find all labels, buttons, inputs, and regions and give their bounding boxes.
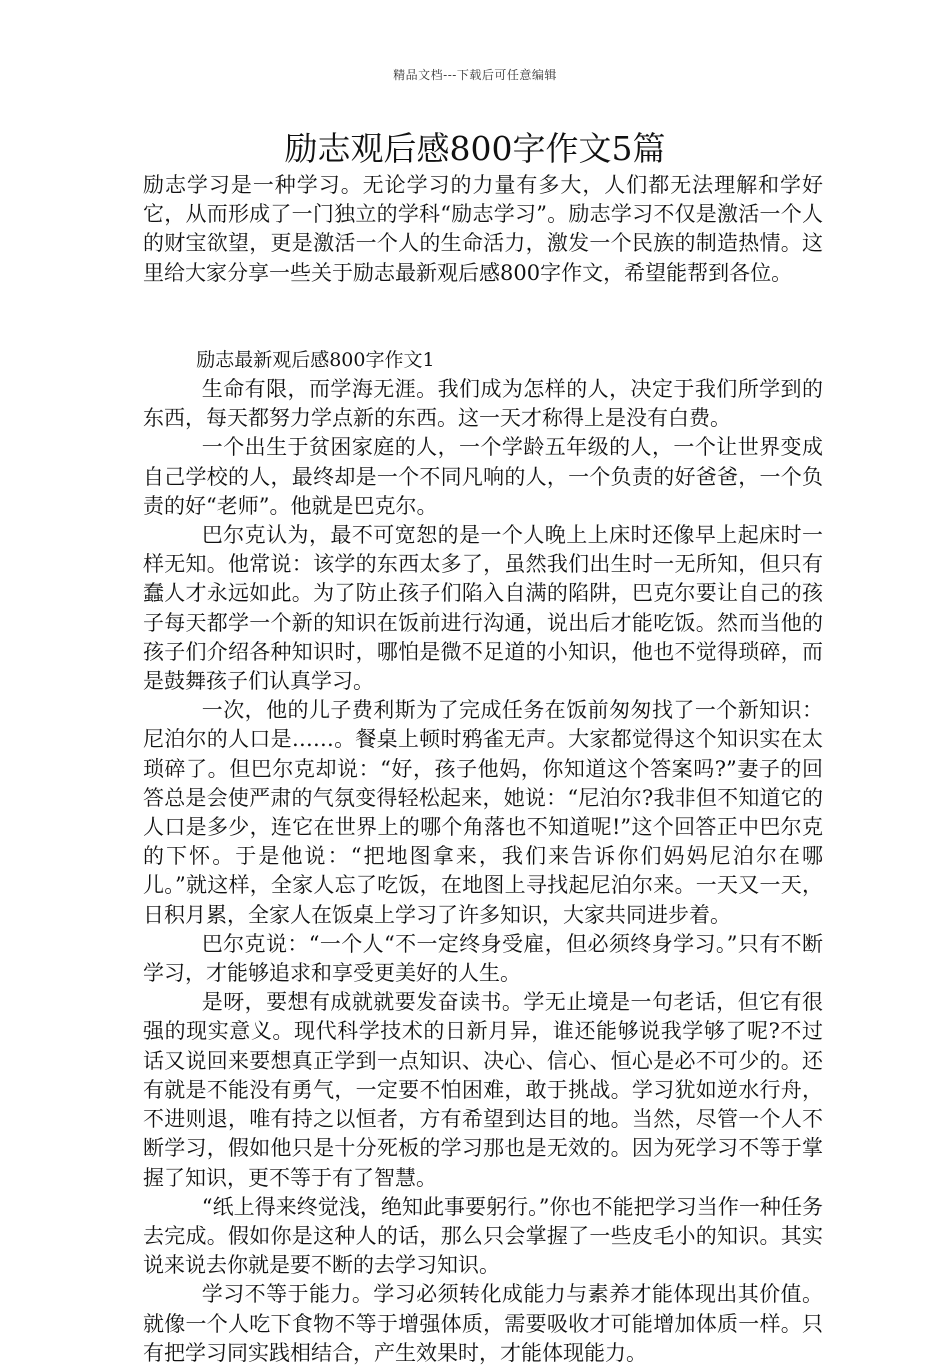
body-paragraph: 是呀，要想有成就就要发奋读书。学无止境是一句老话，但它有很强的现实意义。现代科学技术的日新月异，谁还能够说我学够了呢?不过话又说回来要想真正学到一点知识、决心、信心、恒心是必不可少的。还有就是不能没有勇气，一定要不怕困难，敢于挑战。学习犹如逆水行舟，不进则退，唯有持之以恒者，方有希望到达目的地。当然，尽管一个人不断学习，假如他只是十分死板的学习那也是无效的。因为死学习不等于掌握了知识，更不等于有了智慧。 xyxy=(143,990,823,1190)
body-paragraph: 一次，他的儿子费利斯为了完成任务在饭前匆匆找了一个新知识：尼泊尔的人口是……。餐桌上顿时鸦雀无声。大家都觉得这个知识实在太琐碎了。但巴尔克却说：“好，孩子他妈，你知道这个答案吗?”妻子的回答总是会使严肃的气氛变得轻松起来，她说：“尼泊尔?我非但不知道它的人口是多少，连它在世界上的哪个角落也不知道呢!”这个回答正中巴尔克的下怀。于是他说：“把地图拿来，我们来告诉你们妈妈尼泊尔在哪儿。”就这样，全家人忘了吃饭，在地图上寻找起尼泊尔来。一天又一天，日积月累，全家人在饭桌上学习了许多知识，大家共同进步着。 xyxy=(143,698,823,927)
body-paragraph: 巴尔克认为，最不可宽恕的是一个人晚上上床时还像早上起床时一样无知。他常说：该学的东西太多了，虽然我们出生时一无所知，但只有蠢人才永远如此。为了防止孩子们陷入自满的陷阱，巴克尔要让自己的孩子每天都学一个新的知识在饭前进行沟通，说出后才能吃饭。然而当他的孩子们介绍各种知识时，哪怕是微不足道的小知识，他也不觉得琐碎，而是鼓舞孩子们认真学习。 xyxy=(143,523,823,694)
paragraph-spacer xyxy=(143,317,823,346)
header-note: 精品文档---下载后可任意编辑 xyxy=(393,68,557,82)
body-paragraph: 生命有限，而学海无涯。我们成为怎样的人，决定于我们所学到的东西，每天都努力学点新的东西。这一天才称得上是没有白费。 xyxy=(143,377,823,431)
body-paragraph: 巴尔克说：“一个人“不一定终身受雇，但必须终身学习。”只有不断学习，才能够追求和享受更美好的人生。 xyxy=(143,931,823,986)
body-paragraph: 一个出生于贫困家庭的人，一个学龄五年级的人，一个让世界变成自己学校的人，最终却是一个不同凡响的人，一个负责的好爸爸，一个负责的好“老师”。他就是巴克尔。 xyxy=(143,435,823,518)
section-heading: 励志最新观后感800字作文1 xyxy=(196,348,435,371)
body-paragraph: 学习不等于能力。学习必须转化成能力与素养才能体现出其价值。就像一个人吃下食物不等于增强体质，需要吸收才可能增加体质一样。只有把学习同实践相结合，产生效果时，才能体现能力。 xyxy=(143,1282,823,1365)
intro-paragraph: 励志学习是一种学习。无论学习的力量有多大，人们都无法理解和学好它，从而形成了一门独立的学科“励志学习”。励志学习不仅是激活一个人的财宝欲望，更是激活一个人的生命活力，激发一个民族的制造热情。这里给大家分享一些关于励志最新观后感800字作文，希望能帮到各位。 xyxy=(143,173,823,285)
document-body xyxy=(143,171,823,1368)
page-title: 励志观后感800字作文5篇 xyxy=(284,129,666,168)
body-paragraph: “纸上得来终觉浅，绝知此事要躬行。”你也不能把学习当作一种任务去完成。假如你是这种人的话，那么只会掌握了一些皮毛小的知识。其实说来说去你就是要不断的去学习知识。 xyxy=(143,1194,823,1278)
